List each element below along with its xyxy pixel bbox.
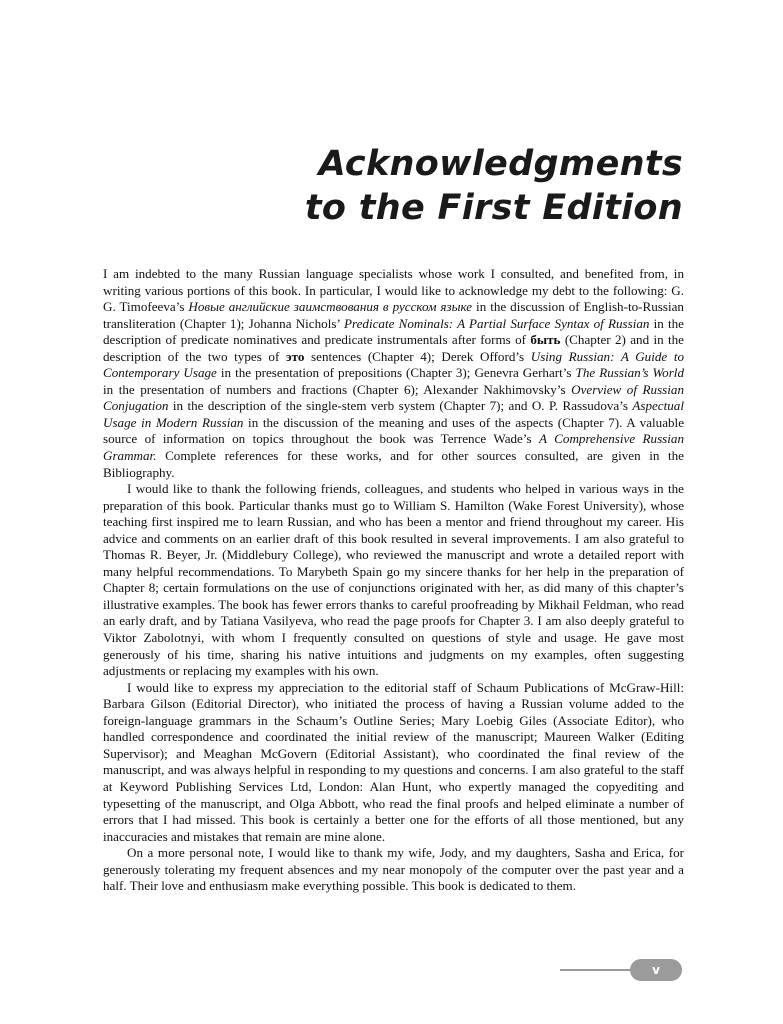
text-run: I would like to thank the following friends, colleagues, and students who helped in various ways in the preparation of this book. Particular thanks must go to William S. Hamilton (Wake Forest University), whose teaching first inspired me to learn Russian, and who has been a mentor and friend throughout my career. His advice and comments on an earlier draft of this book resulted in several improvements. I am also grateful to Thomas R. Beyer, Jr. (Middlebury College), who reviewed the manuscript and wrote a detailed report with many helpful recommendations. To Marybeth Spain go my sincere thanks for her help in the preparation of Chapter 8; certain formulations on the use of conjunctions originated with her, as did many of this chapter’s illustrative examples. The book has fewer errors thanks to careful proofreading by Mikhail Feldman, who read an early draft, and by Tatiana Vasilyeva, who read the page proofs for Chapter 3. I am also deeply grateful to Viktor Zabolotnyi, with whom I frequently consulted on questions of style and usage. He gave most generously of his time, sharing his native intuitions and judgments on my examples, often suggesting adjustments or replacing my examples with his own. [103,481,684,679]
italic-title-run: Using Russian: A Guide to Contemporary Usage [103,348,684,381]
text-run: in the presentation of numbers and fractions (Chapter 6); Alexander Nakhimovsky’s [103,381,572,397]
paragraph-3 [103,680,684,845]
text-run: I would like to express my appreciation to the editorial staff of Schaum Publications of McGraw-Hill: Barbara Gilson (Editorial Director), who initiated the process of having a Russian volume added to the foreign-language grammars in the Schaum’s Outline Series; Mary Loebig Giles (Associate Editor), who handled correspondence and coordinated the initial review of the manuscript; Maureen Walker (Editing Supervisor); and Meaghan McGovern (Editorial Assistant), who coordinated the final review of the manuscript, and was always helpful in responding to my questions and concerns. I am also grateful to the staff at Keyword Publishing Services Ltd, London: Alan Hunt, who expertly managed the copyediting and typesetting of the manuscript, and Olga Abbott, who read the final proofs and helped eliminate a number of errors that I had missed. This book is certainly a better one for the efforts of all those mentioned, but any inaccuracies and mistakes that remain are mine alone. [103,679,684,844]
bold-word-run: это [285,348,305,364]
italic-title-run: The Russian’s World [575,365,684,381]
italic-title-run: Overview of Russian Conjugation [103,381,684,414]
text-run: in the presentation of prepositions (Chapter 3); Genevra Gerhart’s [216,365,576,381]
text-run: sentences (Chapter 4); Derek Offord’s [304,348,531,364]
text-run: I am indebted to the many Russian language specialists whose work I consulted, and benefited from, in writing various portions of this book. In particular, I would like to acknowledge my debt to the following: G. G. Timofeeva’s [103,266,684,315]
paragraph-4 [103,845,684,895]
italic-title-run: Aspectual Usage in Modern Russian [103,398,684,430]
text-run: in the description of the single-stem verb system (Chapter 7); and O. P. Rassudova’s [168,398,633,414]
italic-title-run: A Comprehensive Russian Grammar. [103,431,684,464]
text-run: (Chapter 2) and in the description of the two types of [103,332,684,364]
text-run: Complete references for these works, and for other sources consulted, are given in the Bibliography. [103,448,684,480]
title-line-1: Acknowledgments [318,144,683,184]
bold-word-run: быть [530,332,561,348]
text-run: in the discussion of English-to-Russian transliteration (Chapter 1); Johanna Nichols’ [103,299,684,331]
italic-title-run: Новые английские заимствования в русском языке [188,299,473,315]
page-title [305,142,683,230]
italic-title-run: Predicate Nominals: A Partial Surface Syntax of Russian [344,315,650,331]
paragraph-1 [103,266,684,481]
text-run: in the discussion of the meaning and uses of the aspects (Chapter 7). A valuable source of information on topics throughout the book was Terrence Wade’s [103,414,685,447]
folio-rule [560,969,640,971]
title-line-2: to the First Edition [304,188,683,228]
text-run: On a more personal note, I would like to thank my wife, Jody, and my daughters, Sasha and Erica, for generously tolerating my frequent absences and my near monopoly of the computer over the past year and a half. Their love and enthusiasm make everything possible. This book is dedicated to them. [103,845,684,894]
paragraph-2 [103,481,684,680]
text-run: in the description of predicate nominatives and predicate instrumentals after forms of [103,315,684,348]
page-number-badge: v [630,959,682,981]
acknowledgments-body [103,266,684,895]
